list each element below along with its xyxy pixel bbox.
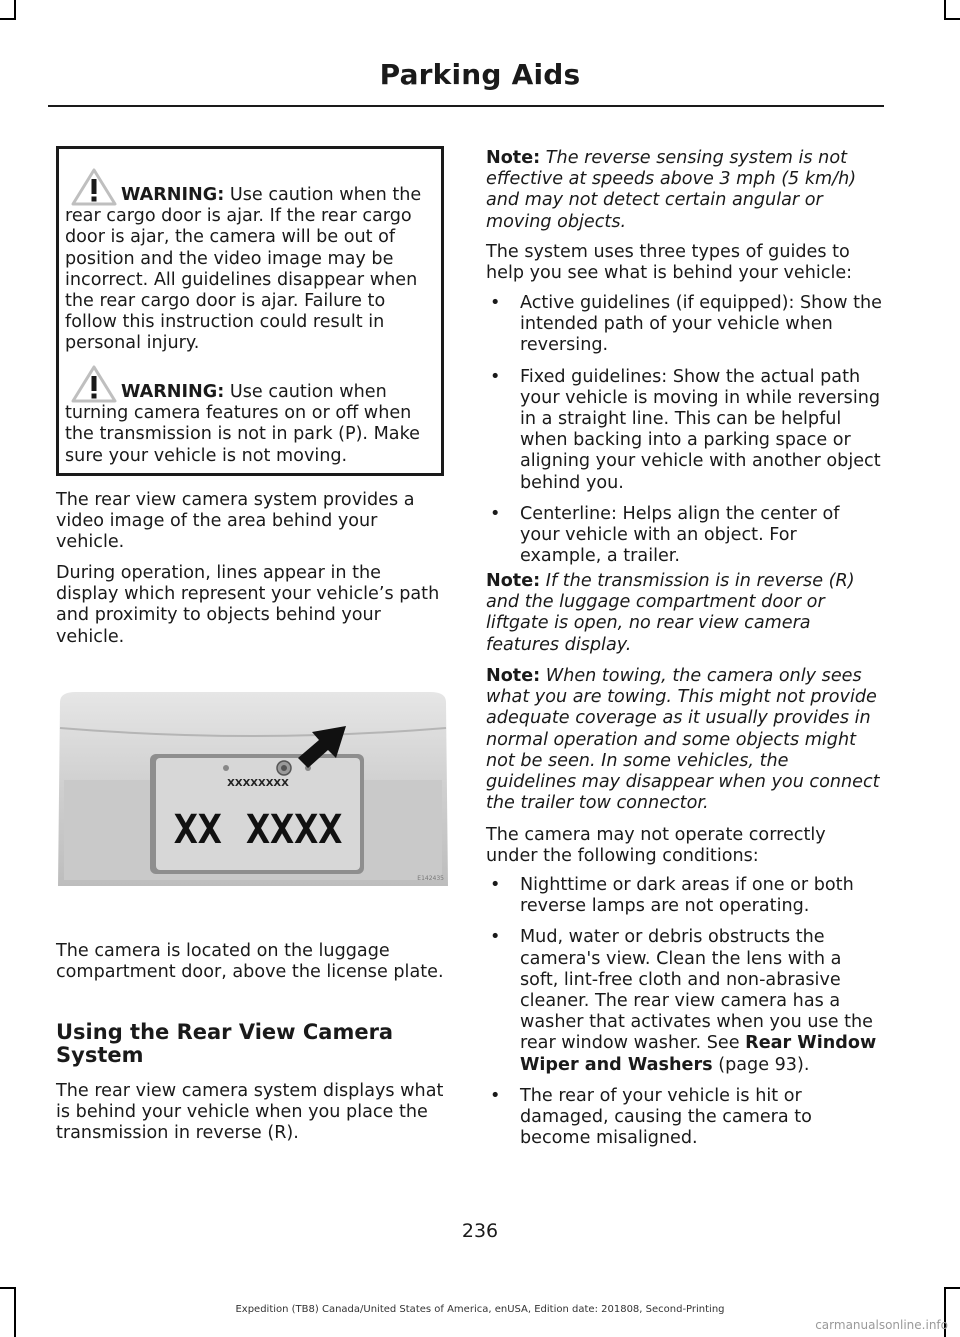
note-text: The reverse sensing system is not effective at speeds above 3 mph (5 km/h) and may not detect certain angular or moving objects. (486, 148, 857, 232)
conditions-list (486, 875, 882, 1149)
page-number: 236 (461, 1220, 499, 1242)
warning-text: Use caution when turning camera features on or off when the transmission is not in park (P). Make sure your vehicle is not moving. (65, 382, 420, 466)
list-item: • Active guidelines (if equipped): Show the intended path of your vehicle when reversing. (486, 293, 882, 357)
warning-box (56, 146, 444, 476)
warning-icon (70, 167, 118, 207)
liftgate-illustration (56, 688, 450, 886)
camera-location-illustration (56, 688, 450, 886)
note-label: Note: (486, 571, 541, 591)
crop-mark (944, 0, 946, 20)
warning-2 (65, 382, 441, 467)
list-item: • Fixed guidelines: Show the actual path your vehicle is moving in while reversing in a straight line. This can be helpful when backing into a parking space or aligning your vehicle with another object behind you. (486, 367, 882, 494)
crop-mark (14, 0, 16, 20)
list-item-text: Mud, water or debris obstructs the camera's view. Clean the lens with a soft, lint-free cloth and non-abrasive cleaner. The rear view camera has a washer that activates when you use the rear window washer. See (520, 927, 874, 1054)
page-title: Parking Aids (379, 58, 581, 91)
list-item: • Centerline: Helps align the center of your vehicle with an object. For example, a trailer. (486, 504, 882, 568)
list-item: • Nighttime or dark areas if one or both reverse lamps are not operating. (486, 875, 882, 917)
footer: Expedition (TB8) Canada/United States of America, enUSA, Edition date: 201808, Second-Printing (235, 1304, 725, 1315)
guides-list (486, 293, 882, 567)
paragraph: The system uses three types of guides to help you see what is behind your vehicle: (486, 242, 853, 284)
note (486, 148, 882, 233)
warning-label: WARNING: (121, 185, 225, 205)
list-item (486, 927, 882, 1075)
warning-text: Use caution when the rear cargo door is ajar. If the rear cargo door is ajar, the camera will be out of position and the video image may be incorrect. All guidelines disappear when the rear cargo door is ajar. Failure to follow this instruction could result in personal injury. (65, 185, 422, 354)
image-code: E142435 (417, 875, 444, 882)
header-divider (48, 105, 884, 107)
crop-mark (944, 18, 960, 20)
paragraph: The camera may not operate correctly under the following conditions: (486, 825, 826, 867)
note-text: When towing, the camera only sees what you are towing. This might not provide adequate coverage as it usually provides in normal operation and some objects might not be seen. In some vehicles, the guidelines may disappear when you connect the trailer tow connector. (486, 666, 880, 814)
note-label: Note: (486, 148, 541, 168)
warning-icon (70, 364, 118, 404)
note (486, 666, 882, 814)
paragraph: The rear view camera system displays what is behind your vehicle when you place the transmission in reverse (R). (56, 1081, 444, 1144)
crop-mark (0, 1287, 16, 1289)
crop-mark (944, 1287, 960, 1289)
paragraph: During operation, lines appear in the display which represent your vehicle’s path and proximity to objects behind your vehicle. (56, 563, 440, 647)
crop-mark (0, 18, 16, 20)
plate-big-text: XX XXXX (173, 807, 343, 853)
warning-1 (65, 185, 441, 355)
paragraph: The rear view camera system provides a video image of the area behind your vehicle. (56, 490, 415, 553)
note-label: Note: (486, 666, 541, 686)
note-text: If the transmission is in reverse (R) and the luggage compartment door or liftgate is open, no rear view camera features display. (486, 571, 855, 655)
warning-label: WARNING: (121, 382, 225, 402)
paragraph: The camera is located on the luggage compartment door, above the license plate. (56, 941, 444, 983)
watermark: carmanualsonline.info (815, 1318, 948, 1332)
plate-small-text: XXXXXXXX (227, 778, 289, 789)
cross-reference-link[interactable]: Rear Window Wiper and Washers (520, 1033, 877, 1075)
section-heading: Using the Rear View Camera System (56, 1020, 394, 1067)
list-item-text: (page 93). (712, 1054, 810, 1075)
list-item: • The rear of your vehicle is hit or damaged, causing the camera to become misaligned. (486, 1086, 882, 1150)
note (486, 571, 882, 656)
